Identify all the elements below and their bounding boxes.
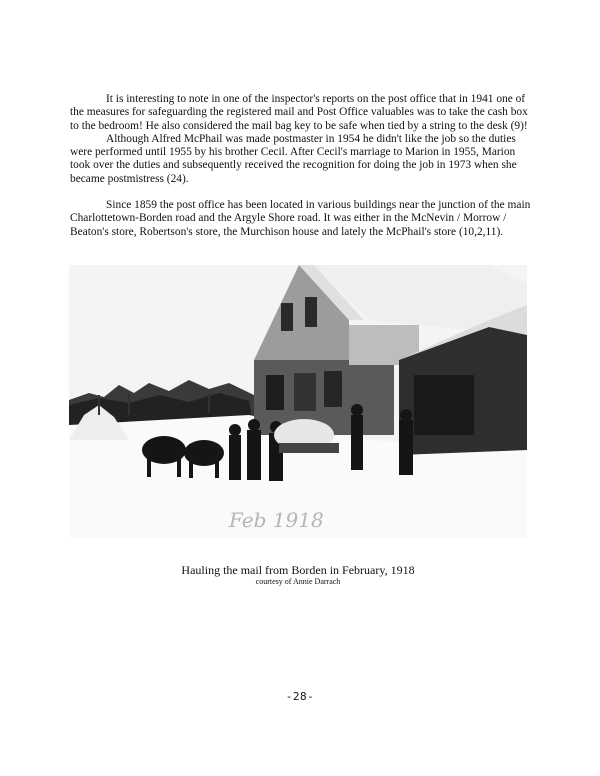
body-text [70, 93, 532, 239]
paragraph-3: Since 1859 the post office has been located in various buildings near the junction of the main Charlottetown-Borden road and the Argyle Shore road. It was either in the McNevin / Morrow / Beaton's store, Robertson's store, the Murchison house and lately the McPhail's store (10,2,11). [70, 199, 531, 238]
page-number: -28- [285, 690, 315, 703]
figure-credit: courtesy of Annie Darrach [255, 577, 341, 586]
handwritten-date: Feb 1918 [229, 508, 324, 532]
paragraph-2: Although Alfred McPhail was made postmaster in 1954 he didn't like the job so the duties were performed until 1955 by his brother Cecil. After Cecil's marriage to Marion in 1955, Marion took over the duties and subsequently received the recognition for doing the job in 1973 when she became postmistress (24). [70, 132, 517, 185]
historical-photograph [69, 265, 527, 538]
figure-caption: Hauling the mail from Borden in February, 1918 [181, 563, 415, 577]
paragraph-1: It is interesting to note in one of the inspector's reports on the post office that in 1941 one of the measures for safeguarding the registered mail and Post Office valuables was to take the cash box to the bedroom! He also considered the mail bag key to be safe when tied by a string to the desk (9)! [70, 93, 528, 132]
